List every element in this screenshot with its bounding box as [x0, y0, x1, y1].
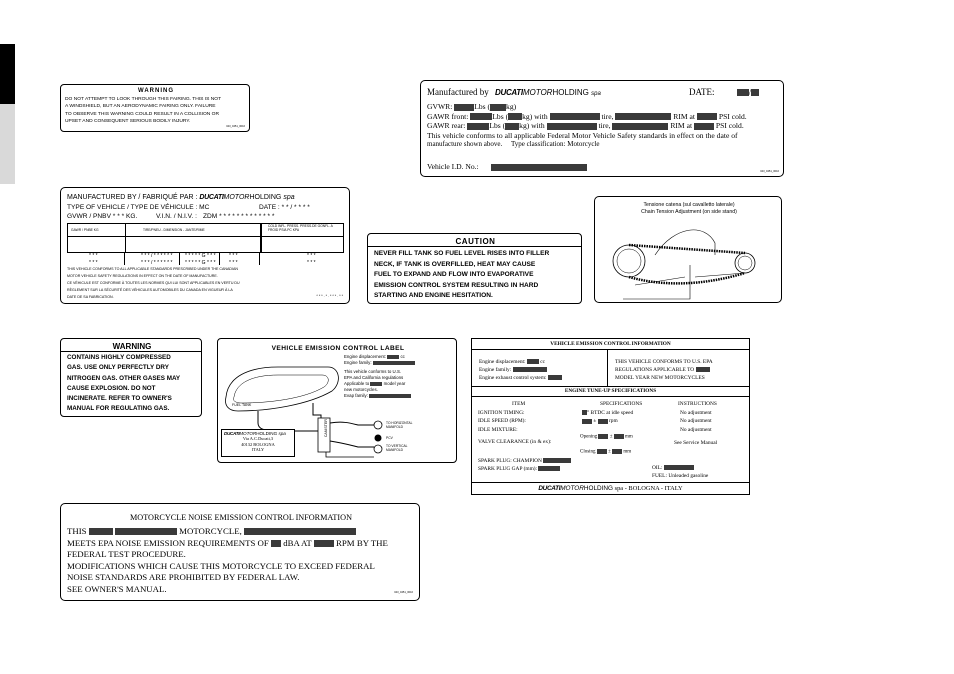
canadian-col-tire: TIRE/PNEU - DIMENSION - JANTE/RIME: [143, 228, 205, 232]
canadian-statement-2: MOTOR VEHICLE SAFETY REGULATIONS IN EFFECT ON THE DATE OF MANUFACTURE.: [67, 274, 218, 278]
chain-line-2: Chain Tension Adjustment (on side stand): [641, 209, 737, 215]
warning-gas-line-2: GAS. USE ONLY PERFECTLY DRY: [67, 364, 169, 372]
manufactured-code: 043_0451_0016: [760, 170, 779, 173]
veci-spark-gap: SPARK PLUG GAP (mm):: [478, 466, 538, 472]
vecl-label: VEHICLE EMISSION CONTROL LABEL Engine displacement: cc Engine family: This vehicle conforms to U.S. EPA and California regulations Applicable to model year new motorcycles. Evap family: FUEL TANK CANISTER TO HORIZONTAL MANIFOLD PCV TO VERTICAL MANIFOLD DUCATIMOTORHOLDING spa Via A.C.Ducati,3 40132 BOLOGNA ITALY: [217, 338, 457, 463]
veci-oil: OIL:: [652, 465, 663, 471]
brand-ducati: DUCATI: [494, 88, 523, 97]
canadian-row2-c4: * * *: [229, 260, 238, 266]
vecl-conform-2: EPA and California regulations: [344, 375, 404, 380]
veci-valve: VALVE CLEARANCE (in & ex):: [478, 438, 552, 445]
noise-title: MOTORCYCLE NOISE EMISSION CONTROL INFORMATION: [130, 513, 352, 522]
veci-tuneup-title: ENGINE TUNE-UP SPECIFICATIONS: [564, 388, 657, 394]
veci-brand-tail: spa - BOLOGNA - ITALY: [614, 485, 683, 492]
warning-gas-line-3: NITROGEN GAS. OTHER GASES MAY: [67, 374, 181, 382]
chain-line-1: Tensione catena (sul cavalletto laterale): [643, 202, 735, 208]
warning-fairing-line-2: A WINDSHIELD, BUT AN AERODYNAMIC FAIRING ONLY. FAILURE: [65, 104, 216, 110]
noise-label: MOTORCYCLE NOISE EMISSION CONTROL INFORMATION THIS MOTORCYCLE, MEETS EPA NOISE EMISSION REQUIREMENTS OF dBA AT RPM BY THE FEDERAL TEST PROCEDURE. MODIFICATIONS WHICH CAUSE THIS MOTORCYCLE TO EXCEED FEDERAL NOISE STANDARDS ARE PROHIBITED BY FEDERAL LAW. SEE OWNER'S MANUAL. 043_0451_0016: [60, 503, 420, 601]
canadian-row1-c1: * * *: [89, 253, 98, 259]
caution-line-2: NECK, IF TANK IS OVERFILLED, HEAT MAY CAUSE: [374, 260, 536, 268]
warning-gas-line-6: MANUAL FOR REGULATING GAS.: [67, 405, 170, 413]
canadian-date-line: DATE : * * / * * * *: [259, 204, 310, 211]
vecl-pcv: PCV: [386, 436, 393, 440]
canadian-col-press: COLD INFL. PRESS. PRESS.DE GONFL. A FROID PSI/LPC KPA: [268, 224, 333, 232]
veci-no-adj-3: No adjustment: [680, 426, 712, 433]
caution-line-3: FUEL TO EXPAND AND FLOW INTO EVAPORATIVE: [374, 271, 534, 278]
veci-see-manual: See Service Manual: [674, 440, 718, 446]
veci-conform-3: MODEL YEAR NEW MOTORCYCLES: [615, 375, 705, 381]
canadian-row1-c2: * * * / * * * * * *: [141, 253, 173, 259]
veci-idle-speed: IDLE SPEED (RPM):: [478, 418, 526, 425]
veci-col-instr: INSTRUCTIONS: [678, 401, 717, 407]
vecl-evap-family: Evap family:: [344, 393, 368, 398]
veci-fuel: FUEL: Unleaded gasoline: [652, 473, 709, 479]
vecl-conform-5: new motorcycles.: [344, 387, 378, 392]
canadian-label: MANUFACTURED BY / FABRIQUÉ PAR : DUCATIMOTORHOLDING spa TYPE OF VEHICLE / TYPE DE VÉHICULE : MC DATE : * * / * * * * GVWR / PNBV * * * KG. V.I.N. / N.I.V. : ZDM * * * * * * * * * * * * * GAWR / PNBE KG TIRE/PNEU - DIMENSION - JANTE/RIME COLD INFL. PRESS. PRESS.DE GONFL. A FROID PSI/LPC KPA * * * * * * / * * * * * * * * * * * G * * * * * * * * * * * * * * * / * * * * * * * * * * * G * * * * * * * * * THIS VEHICLE CONFORMS TO ALL APPLICABLE STANDARDS PRESCRIBED UNDER THE CANADIAN MOTOR VEHICLE SAFETY REGULATIONS IN EFFECT ON THE DATE OF MANUFACTURE. CE VÉHICULE EST CONFORME À TOUTES LES NORMES QUI LUI SONT APPLICABLES EN VERTU DU RÈGLEMENT SUR LA SÉCURITÉ DES VÉHICULES AUTOMOBILES DU CANADA EN VIGUEUR À LA DATE DE SA FABRICATION. * * * . * . * * * . * *: [60, 187, 350, 304]
noise-see-manual: SEE OWNER'S MANUAL.: [67, 583, 167, 594]
warning-gas-line-4: CAUSE EXPLOSION. DO NOT: [67, 384, 156, 392]
veci-conform-1: THIS VEHICLE CONFORMS TO U.S. EPA: [615, 359, 713, 365]
type-classification: Type classification: Motorcycle: [510, 140, 600, 148]
canadian-table: [67, 223, 344, 253]
vecl-title: VEHICLE EMISSION CONTROL LABEL: [271, 345, 405, 352]
veci-engine-family: Engine family:: [479, 367, 512, 373]
vecl-engine-disp: Engine displacement:: [344, 354, 386, 359]
veci-col-item: ITEM: [512, 401, 526, 407]
brand-motor: MOTOR: [522, 88, 553, 97]
vecl-address-2: 40132 BOLOGNA: [241, 441, 275, 447]
gawr-rear-label: GAWR rear:: [427, 121, 466, 130]
veci-spark-plug: SPARK PLUG: CHAMPION: [478, 458, 542, 464]
warning-fairing-line-1: DO NOT ATTEMPT TO LOOK THROUGH THIS FAIRING. THIS IS NOT: [65, 97, 222, 102]
canadian-statement-4: RÈGLEMENT SUR LA SÉCURITÉ DES VÉHICULES AUTOMOBILES DU CANADA EN VIGUEUR À LA: [67, 288, 233, 292]
warning-gas-line-1: CONTAINS HIGHLY COMPRESSED: [67, 354, 171, 361]
side-tab-grey: [0, 104, 15, 184]
canadian-statement-3: CE VÉHICULE EST CONFORME À TOUTES LES NORMES QUI LUI SONT APPLICABLES EN VERTU DU: [67, 281, 240, 285]
warning-fairing-code: 043_0451_0016: [226, 125, 245, 128]
warning-gas-label: [60, 338, 202, 417]
canadian-row2-c3: * * * * * G * * *: [185, 260, 216, 266]
noise-code: 043_0451_0016: [394, 591, 413, 594]
veci-idle-mix: IDLE MIXTURE:: [478, 426, 518, 433]
veci-title: VEHICLE EMISSION CONTROL INFORMATION: [550, 341, 671, 347]
vecl-canister: CANISTER: [324, 419, 328, 438]
veci-no-adj-2: No adjustment: [680, 418, 712, 425]
chain-tension-label: [594, 196, 782, 303]
vecl-fuel-tank: FUEL TANK: [232, 403, 252, 407]
canadian-row2-c5: * * *: [307, 260, 316, 266]
vecl-brand-box: DUCATIMOTORHOLDING spa Via A.C.Ducati,3 40132 BOLOGNA ITALY: [221, 429, 295, 457]
canadian-statement-5: DATE DE SA FABRICATION.: [67, 295, 114, 299]
warning-gas-title: WARNING: [112, 342, 152, 351]
caution-line-1: NEVER FILL TANK SO FUEL LEVEL RISES INTO FILLER: [374, 250, 550, 257]
conformity-line-2: manufacture shown above.: [427, 140, 503, 148]
caution-line-5: STARTING AND ENGINE HESITATION.: [374, 292, 493, 299]
side-tab-black: [0, 44, 15, 104]
canadian-code: * * * . * . * * * . * *: [316, 294, 343, 298]
veci-ignition: IGNITION TIMING:: [478, 410, 525, 416]
canadian-statement-1: THIS VEHICLE CONFORMS TO ALL APPLICABLE STANDARDS PRESCRIBED UNDER THE CANADIAN: [67, 267, 238, 271]
veci-closing: Closing: [580, 449, 596, 455]
canadian-col-gawr: GAWR / PNBE KG: [71, 228, 99, 232]
canadian-gvwr-line: GVWR / PNBV * * * KG.: [67, 213, 138, 220]
canadian-zdm-line: ZDM * * * * * * * * * * * * *: [203, 213, 275, 220]
vecl-conform-1: This vehicle conforms to U.S.: [344, 369, 402, 374]
vecl-address-1: Via A.C.Ducati,3: [242, 436, 274, 441]
gawr-front-label: GAWR front:: [427, 111, 469, 121]
manufactured-label: Manufactured by DUCATIMOTORHOLDING spa DATE: / GVWR: Lbs ( kg) GAWR front: Lbs ( kg) with tire, RIM at PSI cold. GAWR rear: Lbs ( kg) with tire, RIM at PSI cold. This vehicle conforms to all applicable Federal Motor Vehicle Safety standards in effect on the date of manufacture shown above. Type classification: Motorcycle Vehicle I.D. No.: 043_0451_0016: [420, 80, 784, 177]
warning-fairing-title: WARNING: [138, 88, 174, 94]
veci-engine-disp: Engine displacement:: [479, 359, 526, 365]
brand-holding: HOLDING: [552, 88, 589, 97]
canadian-row1-c5: * * *: [307, 253, 316, 259]
veci-conform-2: REGULATIONS APPLICABLE TO: [615, 367, 695, 373]
date-label: DATE:: [689, 87, 715, 97]
vecl-to-horizontal: TO HORIZONTAL: [386, 421, 413, 425]
veci-no-adj-1: No adjustment: [680, 410, 712, 416]
warning-fairing-line-4: UPSET AND CONSEQUENT SERIOUS BODILY INJURY.: [65, 119, 191, 125]
veci-col-specs: SPECIFICATIONS: [600, 401, 643, 407]
manufactured-by-text: Manufactured by: [427, 87, 489, 97]
noise-mods-1: MODIFICATIONS WHICH CAUSE THIS MOTORCYCLE TO EXCEED FEDERAL: [67, 560, 375, 571]
vin-label: Vehicle I.D. No.:: [427, 162, 479, 171]
vecl-engine-family: Engine family:: [344, 360, 372, 365]
gvwr-label: GVWR:: [427, 102, 453, 111]
warning-gas-line-5: INCINERATE. REFER TO OWNER'S: [67, 395, 172, 403]
canadian-row1-c4: * * *: [229, 253, 238, 259]
caution-title: CAUTION: [455, 237, 496, 246]
chain-diagram: [595, 215, 782, 303]
vecl-to-vertical: TO VERTICAL: [386, 444, 408, 448]
veci-ignition-spec: ° BTDC at idle speed: [587, 410, 634, 416]
canadian-vin-line: V.I.N. / N.I.V. :: [156, 213, 197, 220]
canadian-type-line: TYPE OF VEHICLE / TYPE DE VÉHICULE : MC: [67, 204, 210, 211]
canadian-manufactured-by: MANUFACTURED BY / FABRIQUÉ PAR :: [67, 194, 198, 201]
canadian-row1-c3: * * * * * G * * *: [185, 253, 216, 259]
caution-label: [367, 233, 582, 304]
veci-label: VEHICLE EMISSION CONTROL INFORMATION Engine displacement: cc Engine family: Engine exhaust control system: THIS VEHICLE CONFORMS TO U.S. EPA REGULATIONS APPLICABLE TO MODEL YEAR NEW MOTORCYCLES ENGINE TUNE-UP SPECIFICATIONS ITEM SPECIFICATIONS INSTRUCTIONS IGNITION TIMING: IDLE SPEED (RPM): IDLE MIXTURE: VALVE CLEARANCE (in & ex): ° BTDC at idle speed ± rpm No adjustment No adjustment No adjustment Opening ± mm See Service Manual Closing ± mm SPARK PLUG: CHAMPION SPARK PLUG GAP (mm): OIL: FUEL: Unleaded gasoline DUCATIMOTORHOLDING spa - BOLOGNA - ITALY: [471, 338, 750, 495]
noise-mods-2: NOISE STANDARDS ARE PROHIBITED BY FEDERAL LAW.: [67, 572, 300, 582]
noise-federal-test: FEDERAL TEST PROCEDURE.: [67, 549, 186, 559]
warning-fairing-label: [60, 84, 250, 132]
vecl-address-3: ITALY: [251, 447, 265, 453]
caution-line-4: EMISSION CONTROL SYSTEM RESULTING IN HARD: [374, 281, 539, 289]
veci-exhaust: Engine exhaust control system:: [479, 375, 547, 381]
canadian-row2-c1: * * *: [89, 260, 98, 266]
warning-fairing-line-3: TO OBSERVE THIS WARNING COULD RESULT IN A COLLISION OR: [65, 111, 219, 117]
conformity-line-1: This vehicle conforms to all applicable Federal Motor Vehicle Safety standards in effect on the date of: [427, 130, 738, 140]
brand-spa: spa: [591, 91, 601, 97]
canadian-row2-c2: * * * / * * * * * *: [141, 260, 173, 266]
veci-opening: Opening: [580, 434, 598, 440]
